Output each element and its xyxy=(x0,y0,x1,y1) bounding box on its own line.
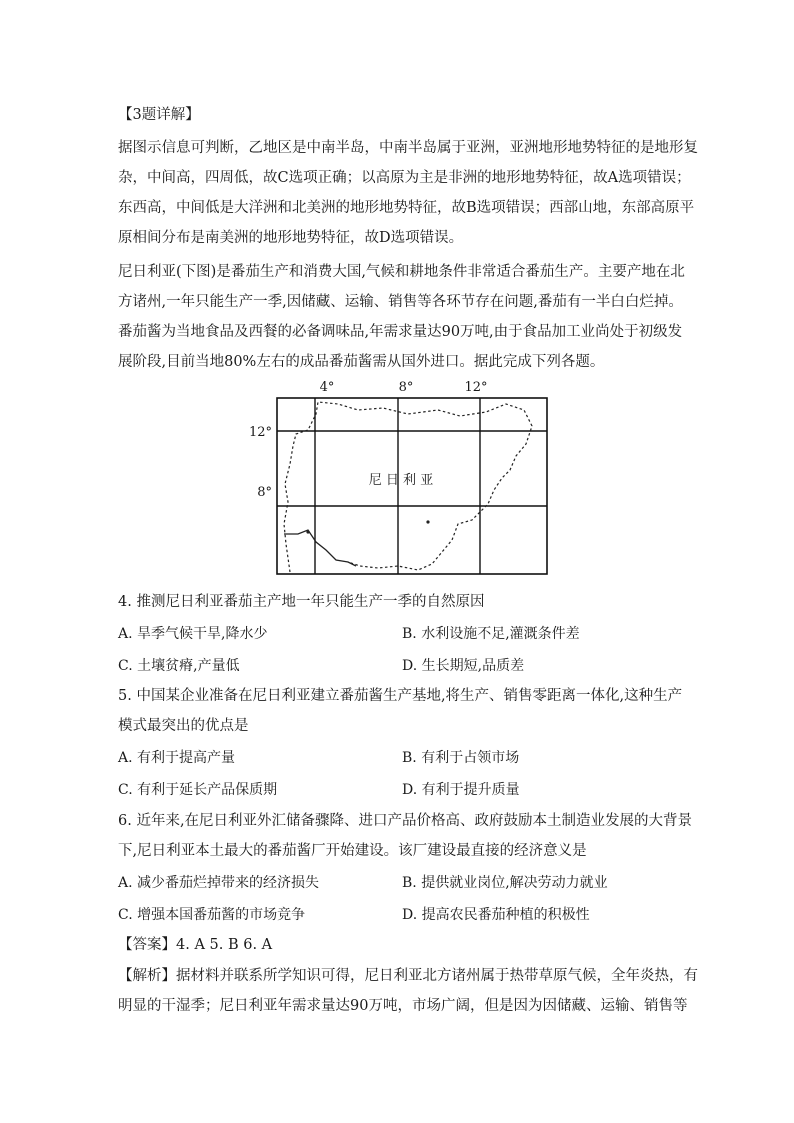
nigeria-map xyxy=(238,374,558,578)
coastline xyxy=(284,530,356,566)
q6-option-c: C. 增强本国番茄酱的市场竞争 xyxy=(118,907,306,923)
q5-option-a: A. 有利于提高产量 xyxy=(118,750,236,766)
lat-label-8: 8° xyxy=(257,485,272,500)
explanation-line: 杂，中间高，四周低，故C选项正确；以高原为主是非洲的地形地势特征，故A选项错误； xyxy=(118,170,691,186)
city-dot xyxy=(306,530,309,533)
lon-label-12: 12° xyxy=(464,380,488,395)
answer-line: 【答案】4. A 5. B 6. A xyxy=(118,937,273,953)
explanation-line: 原相间分布是南美洲的地形地势特征，故D选项错误。 xyxy=(118,230,464,246)
explanation-line: 据图示信息可判断，乙地区是中南半岛，中南半岛属于亚洲，亚洲地形地势特征的是地形复 xyxy=(118,140,698,156)
q6-stem: 下,尼日利亚本土最大的番茄酱厂开始建设。该厂建设最直接的经济意义是 xyxy=(118,843,587,859)
material-line: 方诸州,一年只能生产一季,因储藏、运输、销售等各环节存在问题,番茄有一半白白烂掉。 xyxy=(118,294,683,310)
material-line: 展阶段,目前当地80%左右的成品番茄酱需从国外进口。据此完成下列各题。 xyxy=(118,354,605,370)
lon-label-8: 8° xyxy=(398,380,414,395)
q4-stem: 4. 推测尼日利亚番茄主产地一年只能生产一季的自然原因 xyxy=(118,594,485,610)
analysis-line: 【解析】据材料并联系所学知识可得，尼日利亚北方诸州属于热带草原气候，全年炎热，有 xyxy=(118,968,698,984)
explanation-line: 东西高，中间低是大洋洲和北美洲的地形地势特征，故B选项错误；西部山地，东部高原平 xyxy=(118,200,695,216)
country-label: 尼 日 利 亚 xyxy=(368,473,434,488)
material-line: 尼日利亚(下图)是番茄生产和消费大国,气候和耕地条件非常适合番茄生产。主要产地在北 xyxy=(118,264,685,280)
lon-label-4: 4° xyxy=(319,380,335,395)
q4-option-d: D. 生长期短,品质差 xyxy=(402,658,525,674)
city-dot xyxy=(426,520,429,523)
q5-stem: 5. 中国某企业准备在尼日利亚建立番茄酱生产基地,将生产、销售零距离一体化,这种生产 xyxy=(118,688,683,704)
q4-option-c: C. 土壤贫瘠,产量低 xyxy=(118,658,240,674)
lat-label-12: 12° xyxy=(248,425,272,440)
section-header: 【3题详解】 xyxy=(118,107,200,123)
q6-stem: 6. 近年来,在尼日利亚外汇储备骤降、进口产品价格高、政府鼓励本土制造业发展的大背景 xyxy=(118,813,693,829)
q5-stem: 模式最突出的优点是 xyxy=(118,718,249,734)
q6-option-d: D. 提高农民番茄种植的积极性 xyxy=(402,907,590,923)
q4-option-b: B. 水利设施不足,灌溉条件差 xyxy=(402,626,580,642)
analysis-line: 明显的干湿季；尼日利亚年需求量达90万吨，市场广阔，但是因为因储藏、运输、销售等 xyxy=(118,998,688,1014)
q5-option-b: B. 有利于占领市场 xyxy=(402,750,520,766)
q4-option-a: A. 旱季气候干旱,降水少 xyxy=(118,626,268,642)
q6-option-a: A. 减少番茄烂掉带来的经济损失 xyxy=(118,875,320,891)
q5-option-c: C. 有利于延长产品保质期 xyxy=(118,782,278,798)
material-line: 番茄酱为当地食品及西餐的必备调味品,年需求量达90万吨,由于食品加工业尚处于初级发 xyxy=(118,324,683,340)
q5-option-d: D. 有利于提升质量 xyxy=(402,782,520,798)
q6-option-b: B. 提供就业岗位,解决劳动力就业 xyxy=(402,875,608,891)
